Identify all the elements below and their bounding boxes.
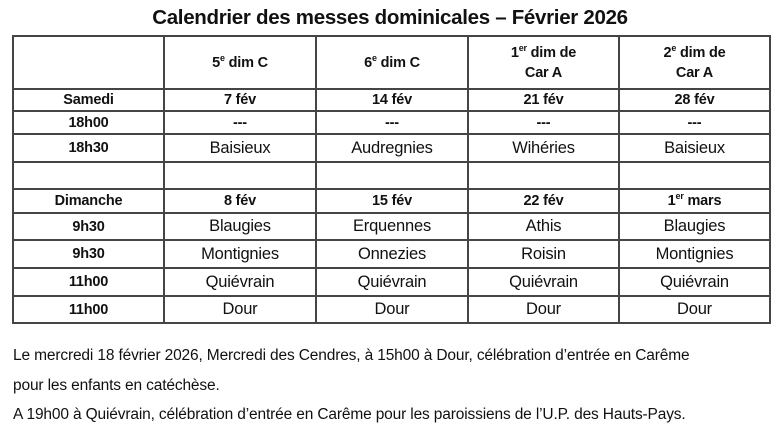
date-cell: 15 fév <box>316 189 468 213</box>
row-label-cell: 11h00 <box>13 296 164 323</box>
data-cell: Athis <box>468 213 619 240</box>
row-label-cell: Dimanche <box>13 189 164 213</box>
header-cell: 1er dim de Car A <box>468 36 619 89</box>
data-cell: Baisieux <box>164 134 316 162</box>
data-cell: Dour <box>468 296 619 323</box>
row-label-cell: 9h30 <box>13 213 164 240</box>
table-row-empty <box>13 162 770 189</box>
header-cell <box>13 36 164 89</box>
footer-notes <box>13 341 773 428</box>
note-line: A 19h00 à Quiévrain, célébration d’entrée en Carême pour les paroissiens de l’U.P. des Hauts-Pays. <box>13 406 686 423</box>
table-row-samedi <box>13 89 770 111</box>
date-cell: 21 fév <box>468 89 619 111</box>
data-cell: Baisieux <box>619 134 770 162</box>
data-cell: Erquennes <box>316 213 468 240</box>
row-label-cell: Samedi <box>13 89 164 111</box>
data-cell <box>316 162 468 189</box>
data-cell: Montignies <box>619 240 770 268</box>
data-cell: Blaugies <box>619 213 770 240</box>
data-cell <box>468 162 619 189</box>
table-row-9h30-b <box>13 240 770 268</box>
data-cell: --- <box>164 111 316 134</box>
note-line: Le mercredi 18 février 2026, Mercredi des Cendres, à 15h00 à Dour, célébration d’entrée en Carême <box>13 347 690 364</box>
data-cell: Dour <box>619 296 770 323</box>
data-cell: Roisin <box>468 240 619 268</box>
data-cell: Quiévrain <box>619 268 770 296</box>
data-cell: Audregnies <box>316 134 468 162</box>
row-label-cell: 11h00 <box>13 268 164 296</box>
data-cell <box>164 162 316 189</box>
row-label-cell: 9h30 <box>13 240 164 268</box>
page-title: Calendrier des messes dominicales – Février 2026 <box>152 6 628 29</box>
data-cell: Dour <box>316 296 468 323</box>
table-row-18h30 <box>13 134 770 162</box>
data-cell: --- <box>619 111 770 134</box>
data-cell: Onnezies <box>316 240 468 268</box>
date-cell: 22 fév <box>468 189 619 213</box>
date-cell: 28 fév <box>619 89 770 111</box>
data-cell: --- <box>468 111 619 134</box>
row-label-cell: 18h00 <box>13 111 164 134</box>
header-row <box>13 36 770 89</box>
header-cell: 2e dim de Car A <box>619 36 770 89</box>
data-cell: Dour <box>164 296 316 323</box>
date-cell: 1er mars <box>619 189 770 213</box>
mass-calendar-table <box>12 35 771 324</box>
date-cell: 8 fév <box>164 189 316 213</box>
data-cell <box>619 162 770 189</box>
row-label-cell: 18h30 <box>13 134 164 162</box>
table-row-9h30-a <box>13 213 770 240</box>
data-cell: Wihéries <box>468 134 619 162</box>
note-line: pour les enfants en catéchèse. <box>13 376 220 394</box>
table-row-11h00-b <box>13 296 770 323</box>
data-cell: Quiévrain <box>468 268 619 296</box>
data-cell: --- <box>316 111 468 134</box>
header-cell: 5e dim C <box>164 36 316 89</box>
table-row-18h00 <box>13 111 770 134</box>
table-row-dimanche <box>13 189 770 213</box>
header-cell: 6e dim C <box>316 36 468 89</box>
data-cell: Quiévrain <box>316 268 468 296</box>
date-cell: 7 fév <box>164 89 316 111</box>
data-cell: Blaugies <box>164 213 316 240</box>
data-cell: Montignies <box>164 240 316 268</box>
date-cell: 14 fév <box>316 89 468 111</box>
data-cell: Quiévrain <box>164 268 316 296</box>
row-label-cell <box>13 162 164 189</box>
table-row-11h00-a <box>13 268 770 296</box>
